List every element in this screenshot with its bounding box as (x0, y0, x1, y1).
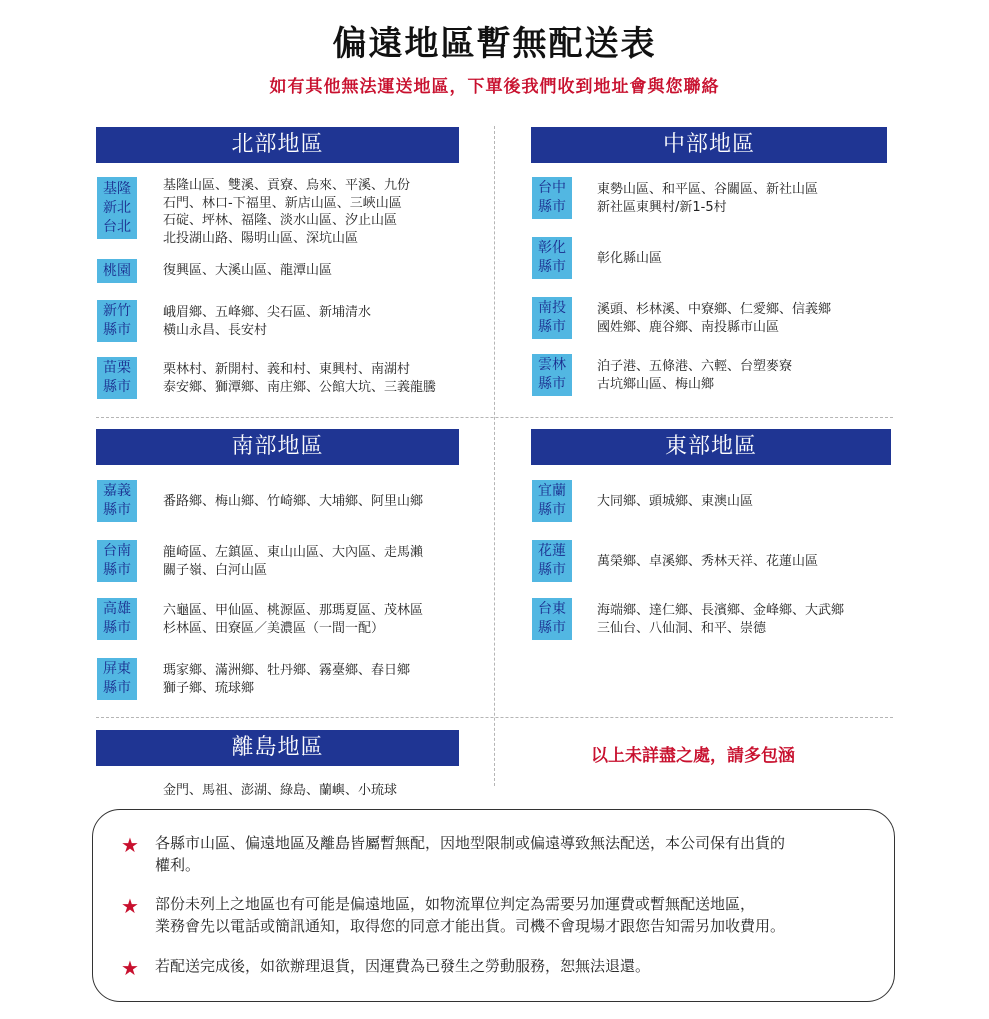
area-desc-line: 獅子鄉、琉球鄉 (163, 680, 255, 696)
area-tag-line: 縣市 (103, 562, 131, 578)
area-tag-yilan (532, 480, 572, 522)
area-tag-line: 縣市 (538, 319, 566, 335)
area-desc-taichung (597, 181, 818, 216)
area-tag-nantou (532, 297, 572, 339)
area-tag-line: 新北 (103, 199, 131, 216)
area-tag-line: 台南 (103, 543, 131, 559)
area-tag-tainan (97, 540, 137, 582)
apology-note: 以上未詳盡之處，請多包涵 (591, 746, 795, 766)
area-tag-taitung (532, 598, 572, 640)
area-desc-line: 萬榮鄉、卓溪鄉、秀林天祥、花蓮山區 (597, 554, 819, 569)
region-header-south: 南部地區 (96, 429, 459, 465)
star-icon: ★ (121, 894, 139, 918)
area-desc-line: 古坑鄉山區、梅山鄉 (597, 376, 715, 392)
row-divider-2 (96, 717, 893, 718)
notice-item (155, 832, 785, 876)
area-tag-line: 桃園 (103, 262, 131, 279)
area-tag-taichung (532, 177, 572, 219)
area-tag-line: 雲林 (538, 357, 566, 373)
islands-desc: 金門、馬祖、澎湖、綠島、蘭嶼、小琉球 (163, 783, 398, 798)
area-desc-yunlin (597, 358, 792, 393)
area-desc-keelung-newtaipei-taipei (163, 177, 410, 247)
area-desc-changhua (597, 250, 662, 268)
area-desc-pingtung (163, 662, 410, 697)
region-header-islands: 離島地區 (96, 730, 459, 766)
area-tag-changhua (532, 237, 572, 279)
area-tag-line: 嘉義 (103, 483, 131, 499)
area-tag-kaohsiung (97, 598, 137, 640)
star-icon: ★ (121, 833, 139, 857)
area-tag-hualien (532, 540, 572, 582)
area-tag-line: 縣市 (538, 259, 566, 275)
notice-line: 各縣市山區、偏遠地區及離島皆屬暫無配，因地型限制或偏遠導致無法配送，本公司保有出貨的 (155, 834, 786, 852)
area-tag-line: 花蓮 (538, 543, 566, 559)
area-tag-line: 屏東 (103, 661, 131, 677)
region-header-central: 中部地區 (531, 127, 887, 163)
region-header-north: 北部地區 (96, 127, 459, 163)
area-desc-yilan (597, 493, 753, 511)
row-divider-1 (96, 417, 893, 418)
page-subtitle: 如有其他無法運送地區，下單後我們收到地址會與您聯絡 (269, 77, 720, 97)
area-desc-line: 北投湖山路、陽明山區、深坑山區 (163, 230, 359, 246)
area-desc-hsinchu (163, 304, 371, 339)
notice-line: 權利。 (155, 856, 201, 874)
area-desc-line: 番路鄉、梅山鄉、竹崎鄉、大埔鄉、阿里山鄉 (163, 494, 424, 509)
area-tag-taoyuan (97, 259, 137, 283)
notice-item (155, 893, 785, 937)
area-desc-line: 海端鄉、達仁鄉、長濱鄉、金峰鄉、大武鄉 (597, 603, 845, 618)
area-desc-line: 六龜區、甲仙區、桃源區、那瑪夏區、茂林區 (163, 603, 424, 618)
area-tag-hsinchu (97, 300, 137, 342)
area-tag-line: 台中 (538, 180, 566, 196)
center-divider (494, 126, 495, 786)
area-desc-line: 東勢山區、和平區、谷關區、新社山區 (597, 182, 819, 197)
area-desc-line: 杉林區、田寮區／美濃區（一間一配） (163, 620, 385, 636)
area-desc-line: 三仙台、八仙洞、和平、崇德 (597, 620, 767, 636)
star-icon: ★ (121, 956, 139, 980)
region-header-east: 東部地區 (531, 429, 891, 465)
area-tag-line: 縣市 (103, 680, 131, 696)
area-tag-line: 苗栗 (103, 360, 131, 376)
area-desc-miaoli (163, 361, 436, 396)
area-tag-line: 縣市 (538, 620, 566, 636)
area-desc-line: 石碇、坪林、福隆、淡水山區、汐止山區 (163, 213, 398, 228)
notice-line: 若配送完成後，如欲辦理退貨，因運費為已發生之勞動服務，恕無法退還。 (155, 957, 651, 975)
area-desc-line: 關子嶺、白河山區 (163, 562, 268, 578)
notice-item (155, 955, 650, 977)
area-tag-miaoli (97, 357, 137, 399)
area-tag-line: 縣市 (103, 620, 131, 636)
area-tag-line: 縣市 (103, 322, 131, 338)
notice-line: 部份未列上之地區也有可能是偏遠地區，如物流單位判定為需要另加運費或暫無配送地區， (155, 895, 756, 913)
page-title: 偏遠地區暫無配送表 (332, 24, 657, 64)
area-desc-line: 泰安鄉、獅潭鄉、南庄鄉、公館大坑、三義龍騰 (163, 379, 437, 395)
area-desc-line: 橫山永昌、長安村 (163, 322, 268, 338)
area-desc-line: 栗林村、新開村、義和村、東興村、南湖村 (163, 362, 411, 377)
area-tag-line: 高雄 (103, 601, 131, 617)
area-desc-line: 彰化縣山區 (597, 251, 663, 266)
area-desc-line: 溪頭、杉林溪、中寮鄉、仁愛鄉、信義鄉 (597, 302, 832, 317)
area-desc-line: 龍崎區、左鎮區、東山山區、大內區、走馬瀨 (163, 545, 424, 560)
area-tag-pingtung (97, 658, 137, 700)
area-desc-nantou (597, 301, 831, 336)
area-tag-line: 縣市 (538, 199, 566, 215)
area-tag-line: 彰化 (538, 240, 566, 256)
area-desc-taitung (597, 602, 844, 637)
area-tag-line: 縣市 (538, 562, 566, 578)
area-tag-line: 縣市 (538, 376, 566, 392)
area-desc-hualien (597, 553, 818, 571)
area-desc-line: 基隆山區、雙溪、貢寮、烏來、平溪、九份 (163, 178, 411, 193)
area-tag-line: 縣市 (103, 502, 131, 518)
area-tag-line: 台東 (538, 601, 566, 617)
area-tag-line: 縣市 (538, 502, 566, 518)
area-desc-tainan (163, 544, 423, 579)
area-desc-taoyuan (163, 262, 332, 280)
area-desc-line: 國姓鄉、鹿谷鄉、南投縣市山區 (597, 319, 780, 335)
area-tag-line: 宜蘭 (538, 483, 566, 499)
area-tag-chiayi (97, 480, 137, 522)
area-desc-line: 大同鄉、頭城鄉、東澳山區 (597, 494, 754, 509)
area-desc-line: 石門、林口-下福里、新店山區、三峽山區 (163, 195, 402, 211)
area-tag-yunlin (532, 354, 572, 396)
notice-line: 業務會先以電話或簡訊通知，取得您的同意才能出貨。司機不會現場才跟您告知需另加收費用。 (155, 917, 786, 935)
area-desc-chiayi (163, 493, 423, 511)
area-tag-line: 新竹 (103, 303, 131, 319)
area-desc-line: 復興區、大溪山區、龍潭山區 (163, 263, 333, 278)
area-tag-line: 縣市 (103, 379, 131, 395)
area-desc-line: 峨眉鄉、五峰鄉、尖石區、新埔清水 (163, 305, 372, 320)
area-desc-line: 瑪家鄉、滿洲鄉、牡丹鄉、霧臺鄉、春日鄉 (163, 663, 411, 678)
area-tag-line: 基隆 (103, 180, 131, 197)
area-tag-line: 南投 (538, 300, 566, 316)
area-tag-keelung-newtaipei-taipei (97, 177, 137, 239)
area-desc-line: 新社區東興村/新1-5村 (597, 199, 727, 215)
notice-box (92, 809, 895, 1002)
area-desc-line: 泊子港、五條港、六輕、台塑麥寮 (597, 359, 793, 374)
area-desc-kaohsiung (163, 602, 423, 637)
area-tag-line: 台北 (103, 218, 131, 235)
